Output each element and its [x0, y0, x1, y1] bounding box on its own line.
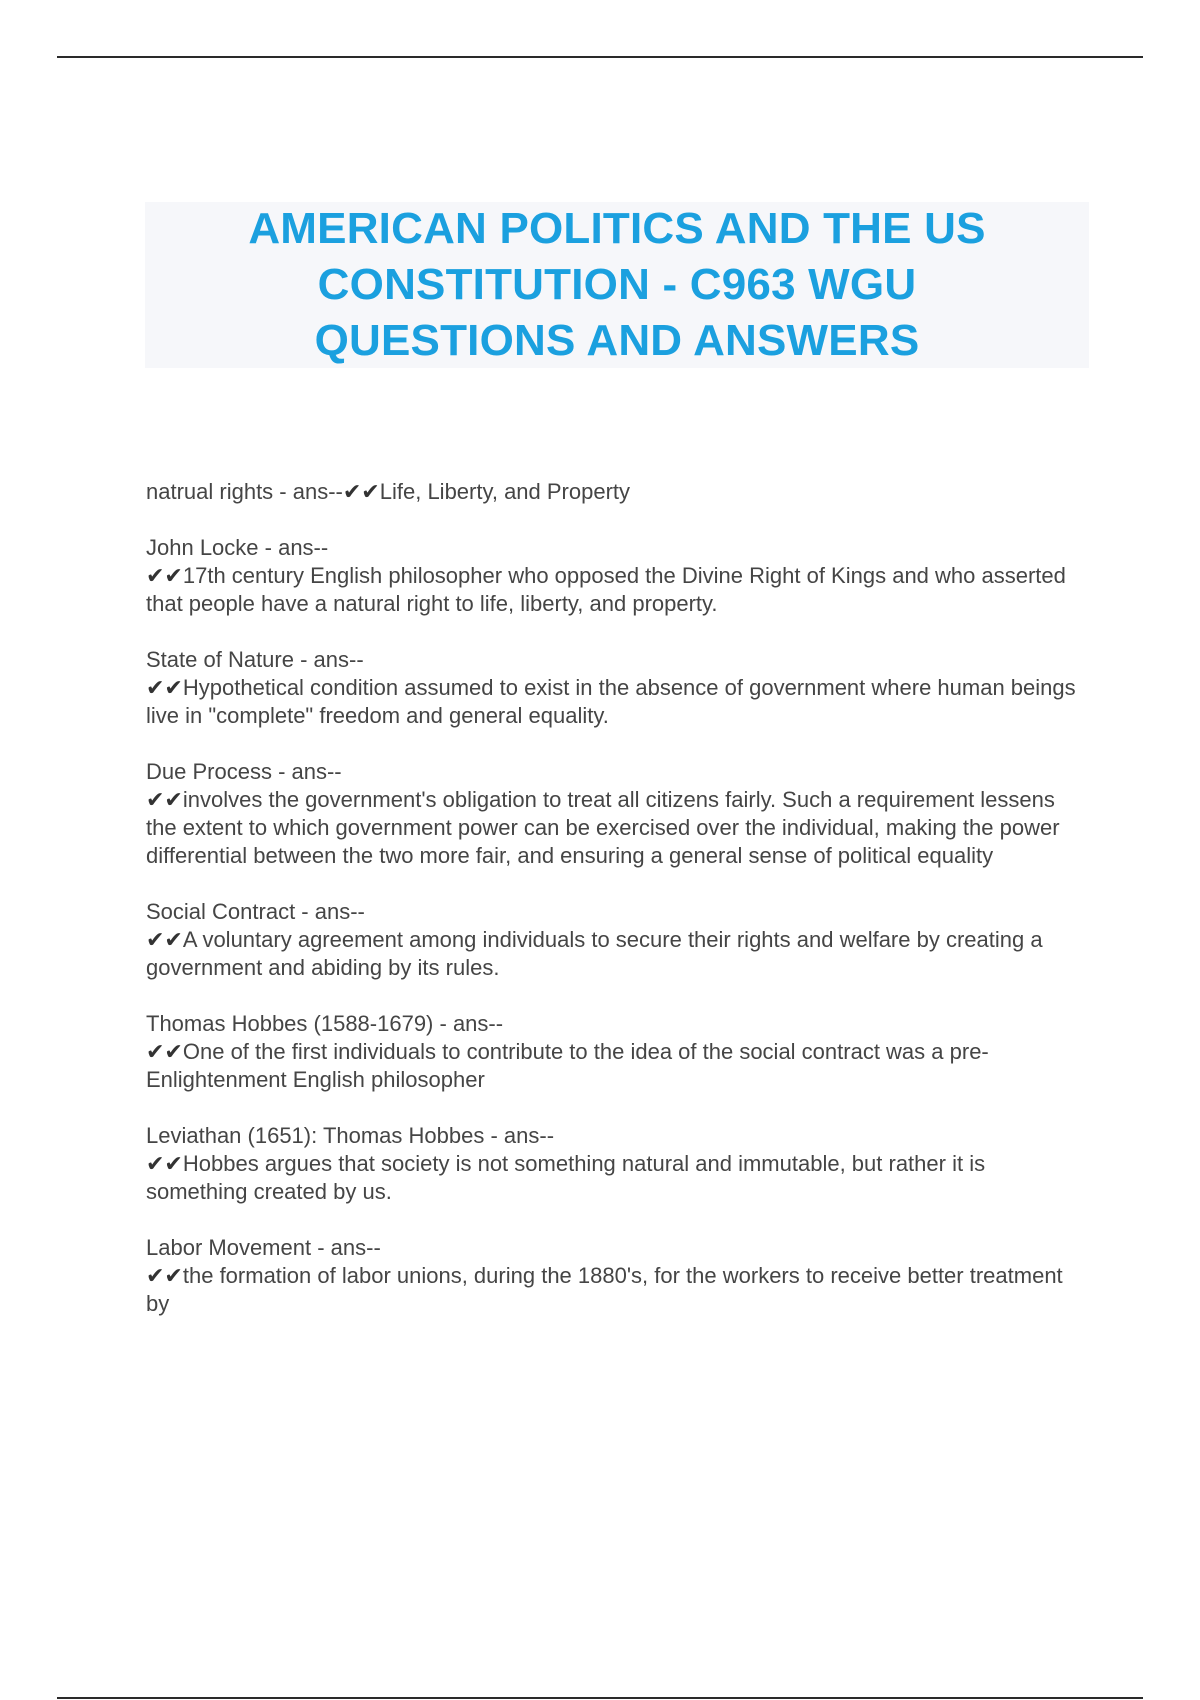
title-banner	[145, 202, 1089, 368]
qa-item-labor-movement	[146, 1234, 1090, 1318]
qa-item-natural-rights	[146, 478, 1090, 506]
qa-item-social-contract	[146, 898, 1090, 982]
check-mark-icon: ✔✔	[146, 1039, 183, 1064]
check-mark-icon: ✔✔	[146, 675, 183, 700]
qa-list	[146, 478, 1090, 1346]
qa-answer-text: 17th century English philosopher who opposed the Divine Right of Kings and who asserted that people have a natural right to life, liberty, and property.	[146, 563, 1066, 616]
title-line-1: AMERICAN POLITICS AND THE US	[248, 204, 986, 253]
qa-separator: - ans--	[273, 479, 343, 504]
qa-answer	[146, 1262, 1090, 1318]
qa-answer-text: One of the first individuals to contribute to the idea of the social contract was a pre-Enlightenment English philosopher	[146, 1039, 989, 1092]
qa-answer-text: A voluntary agreement among individuals to secure their rights and welfare by creating a government and abiding by its rules.	[146, 927, 1043, 980]
check-mark-icon: ✔✔	[146, 1151, 183, 1176]
qa-answer-text: Life, Liberty, and Property	[379, 479, 631, 504]
qa-term: Thomas Hobbes (1588-1679)	[146, 1011, 434, 1036]
check-mark-icon: ✔✔	[146, 1263, 183, 1288]
qa-answer	[146, 562, 1090, 618]
bottom-rule	[57, 1697, 1143, 1699]
check-mark-icon: ✔✔	[146, 787, 183, 812]
check-mark-icon: ✔✔	[146, 563, 183, 588]
title-line-3: QUESTIONS AND ANSWERS	[314, 316, 920, 365]
qa-answer	[146, 926, 1090, 982]
qa-separator: - ans--	[258, 535, 329, 560]
qa-answer-text: Hypothetical condition assumed to exist in the absence of government where human beings live in "complete" freedom and general equality.	[146, 675, 1076, 728]
qa-term: John Locke	[146, 535, 259, 560]
document-title	[228, 201, 1005, 369]
qa-item-state-of-nature	[146, 646, 1090, 730]
qa-item-leviathan	[146, 1122, 1090, 1206]
qa-term: Labor Movement	[146, 1235, 312, 1260]
check-mark-icon: ✔✔	[342, 479, 380, 504]
title-line-2: CONSTITUTION - C963 WGU	[317, 260, 917, 309]
qa-separator: - ans--	[295, 899, 365, 924]
top-rule	[57, 56, 1143, 58]
qa-answer	[146, 786, 1090, 870]
qa-separator: - ans--	[311, 1235, 381, 1260]
qa-term: natrual rights	[146, 479, 274, 504]
qa-item-john-locke	[146, 534, 1090, 618]
qa-answer	[343, 479, 630, 504]
qa-term: Leviathan (1651): Thomas Hobbes	[146, 1123, 485, 1148]
qa-answer-text: involves the government's obligation to treat all citizens fairly. Such a requirement lessens the extent to which government power can be exercised over the individual, making the power differential between the two more fair, and ensuring a general sense of political equality	[146, 787, 1060, 868]
check-mark-icon: ✔✔	[146, 927, 183, 952]
qa-answer	[146, 1150, 1090, 1206]
qa-item-due-process	[146, 758, 1090, 870]
qa-term: Social Contract	[146, 899, 296, 924]
qa-separator: - ans--	[293, 647, 364, 672]
qa-answer-text: the formation of labor unions, during the 1880's, for the workers to receive better treatment by	[146, 1263, 1063, 1316]
qa-term: State of Nature	[146, 647, 294, 672]
qa-item-thomas-hobbes	[146, 1010, 1090, 1094]
qa-separator: - ans--	[271, 759, 342, 784]
qa-separator: - ans--	[484, 1123, 555, 1148]
qa-answer	[146, 1038, 1090, 1094]
qa-term: Due Process	[146, 759, 272, 784]
qa-answer-text: Hobbes argues that society is not something natural and immutable, but rather it is something created by us.	[146, 1151, 986, 1204]
qa-answer	[146, 674, 1090, 730]
qa-separator: - ans--	[433, 1011, 504, 1036]
